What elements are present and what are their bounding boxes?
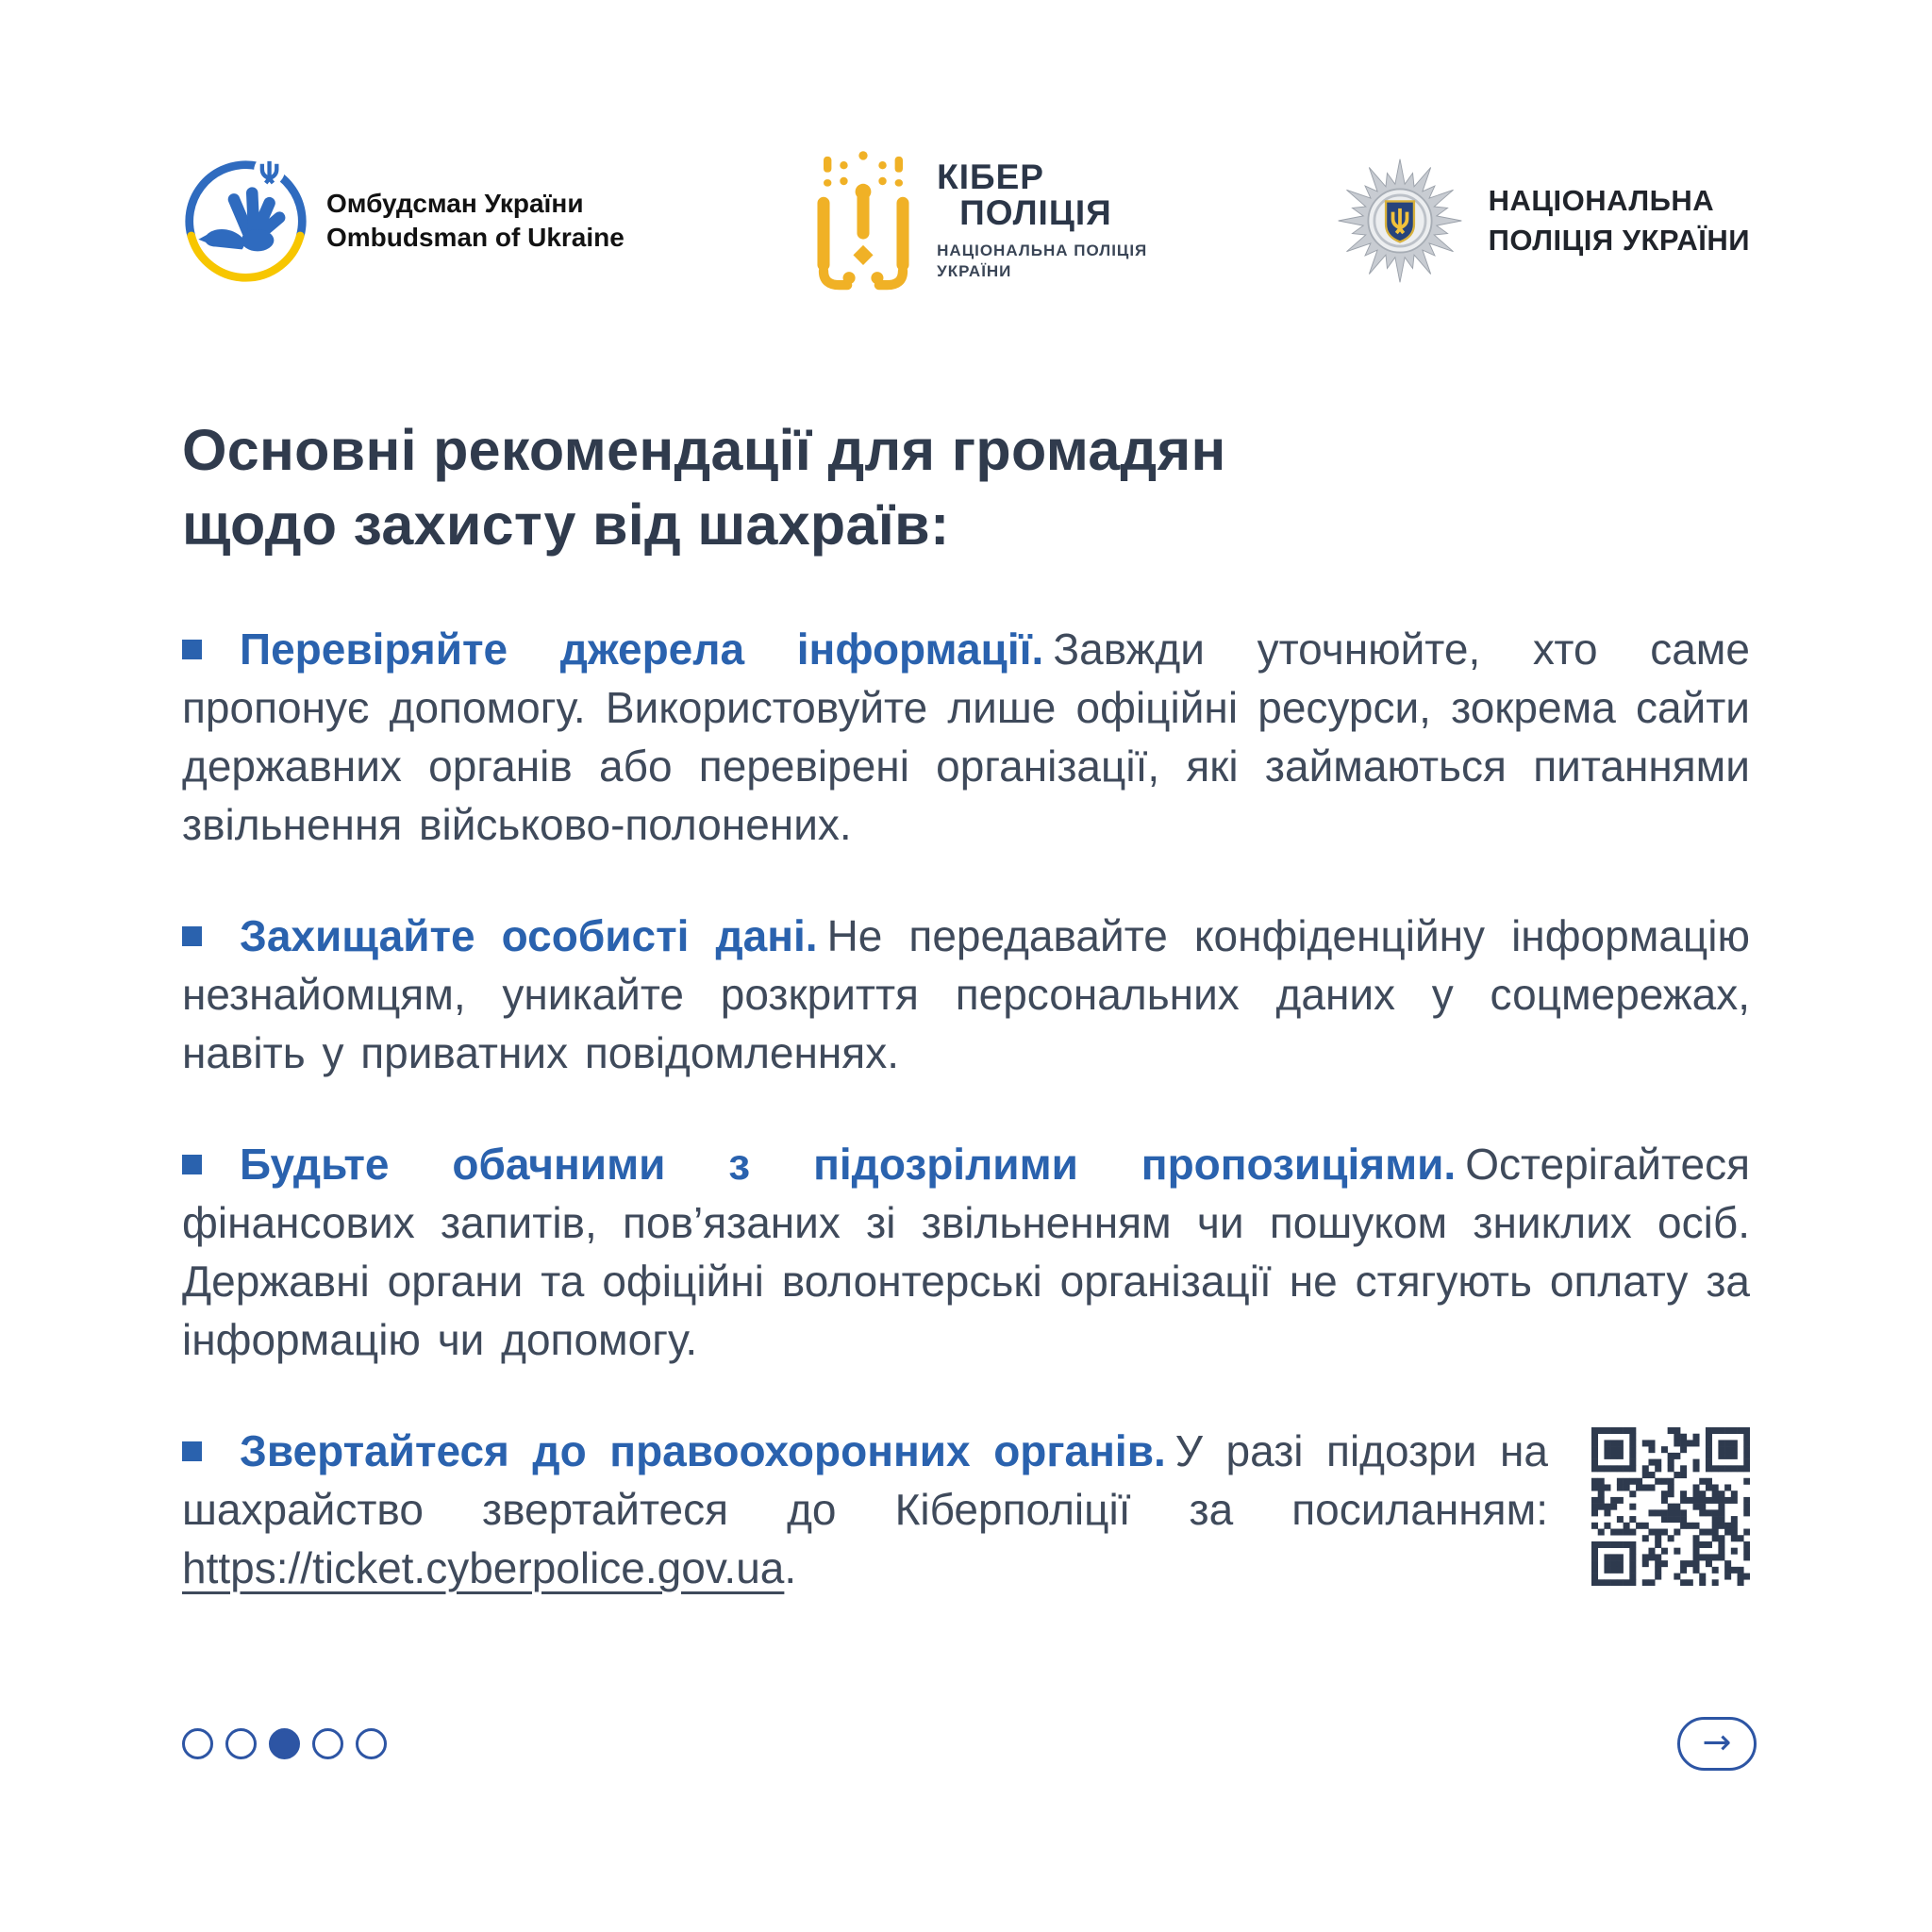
natpolice-line-1: НАЦІОНАЛЬНА bbox=[1488, 184, 1715, 218]
pixel-trident-icon bbox=[810, 145, 916, 296]
bullet-3-lead: Будьте обачними з підозрілими пропозиціями. bbox=[240, 1139, 1457, 1189]
cyber-word-2: ПОЛІЦІЯ bbox=[959, 192, 1112, 232]
bullet-2-text: Не передавайте конфіденційну інформацію незнайомцям, уникайте розкриття персональних даних у соцмережах, навіть у приватних повідомленнях. bbox=[182, 910, 1750, 1077]
bullet-1-text: Завжди уточнюйте, хто саме пропонує допомогу. Використовуйте лише офіційні ресурси, зокрема сайти державних органів або перевірені організації, які займаються питаннями звільнення військово-полонених. bbox=[182, 624, 1751, 849]
pagination-dot-3[interactable] bbox=[269, 1728, 300, 1759]
cyber-sub-2: УКРАЇНИ bbox=[937, 261, 1012, 280]
arrow-right-icon: → bbox=[1702, 1722, 1732, 1762]
square-bullet-icon bbox=[182, 640, 202, 659]
recommendations-list bbox=[182, 620, 1750, 1597]
page-title bbox=[182, 413, 1750, 563]
bullet-3-text: Остерігайтеся фінансових запитів, пов’язаних зі звільненням чи пошуком зниклих осіб. Державні органи та офіційні волонтерські організації не стягують оплату за інформацію чи допомогу. bbox=[182, 1139, 1750, 1364]
square-bullet-icon bbox=[182, 1155, 202, 1174]
star-badge-icon bbox=[1334, 155, 1466, 287]
title-line-2: щодо захисту від шахраїв: bbox=[182, 492, 950, 558]
bullet-2-lead: Захищайте особисті дані. bbox=[240, 910, 818, 960]
bullet-4-text-end: . bbox=[784, 1542, 797, 1592]
ombudsman-line-en: Ombudsman of Ukraine bbox=[326, 223, 625, 252]
ombudsman-line-ua: Омбудсман України bbox=[326, 188, 584, 218]
carousel-footer bbox=[182, 1717, 1757, 1771]
square-bullet-icon bbox=[182, 1441, 202, 1461]
title-line-1: Основні рекомендації для громадян bbox=[182, 418, 1226, 482]
logos-header bbox=[182, 140, 1750, 302]
cyberpolice-link[interactable]: https://ticket.cyberpolice.gov.ua bbox=[182, 1542, 785, 1592]
cyber-word-1: КІБЕР bbox=[937, 158, 1044, 197]
qr-code bbox=[1591, 1427, 1750, 1586]
ombudsman-wordmark bbox=[326, 187, 625, 256]
bullet-item-3 bbox=[182, 1135, 1750, 1369]
cyberpolice-wordmark bbox=[937, 159, 1147, 282]
square-bullet-icon bbox=[182, 926, 202, 946]
pagination-dots bbox=[182, 1728, 399, 1759]
next-button[interactable] bbox=[1677, 1717, 1757, 1771]
bullet-item-1 bbox=[182, 620, 1750, 854]
bullet-1-lead: Перевіряйте джерела інформації. bbox=[240, 624, 1044, 674]
natpolice-wordmark bbox=[1489, 181, 1750, 260]
pagination-dot-2[interactable] bbox=[225, 1728, 257, 1759]
natpolice-logo bbox=[1334, 155, 1750, 287]
cyber-sub-1: НАЦІОНАЛЬНА ПОЛІЦІЯ bbox=[937, 241, 1148, 259]
bullet-item-2 bbox=[182, 907, 1750, 1082]
cyberpolice-logo bbox=[810, 145, 1147, 296]
pagination-dot-4[interactable] bbox=[312, 1728, 343, 1759]
bullet-item-4 bbox=[182, 1422, 1750, 1597]
bullet-4-lead: Звертайтеся до правоохоронних органів. bbox=[240, 1425, 1166, 1475]
pagination-dot-5[interactable] bbox=[356, 1728, 387, 1759]
hand-dove-icon bbox=[182, 158, 309, 285]
natpolice-line-2: ПОЛІЦІЯ УКРАЇНИ bbox=[1488, 224, 1750, 257]
ombudsman-logo bbox=[182, 158, 625, 285]
pagination-dot-1[interactable] bbox=[182, 1728, 213, 1759]
bullet-4-text: У разі підозри на шахрайство звертайтеся до Кіберполіції за посиланням: bbox=[182, 1425, 1548, 1534]
